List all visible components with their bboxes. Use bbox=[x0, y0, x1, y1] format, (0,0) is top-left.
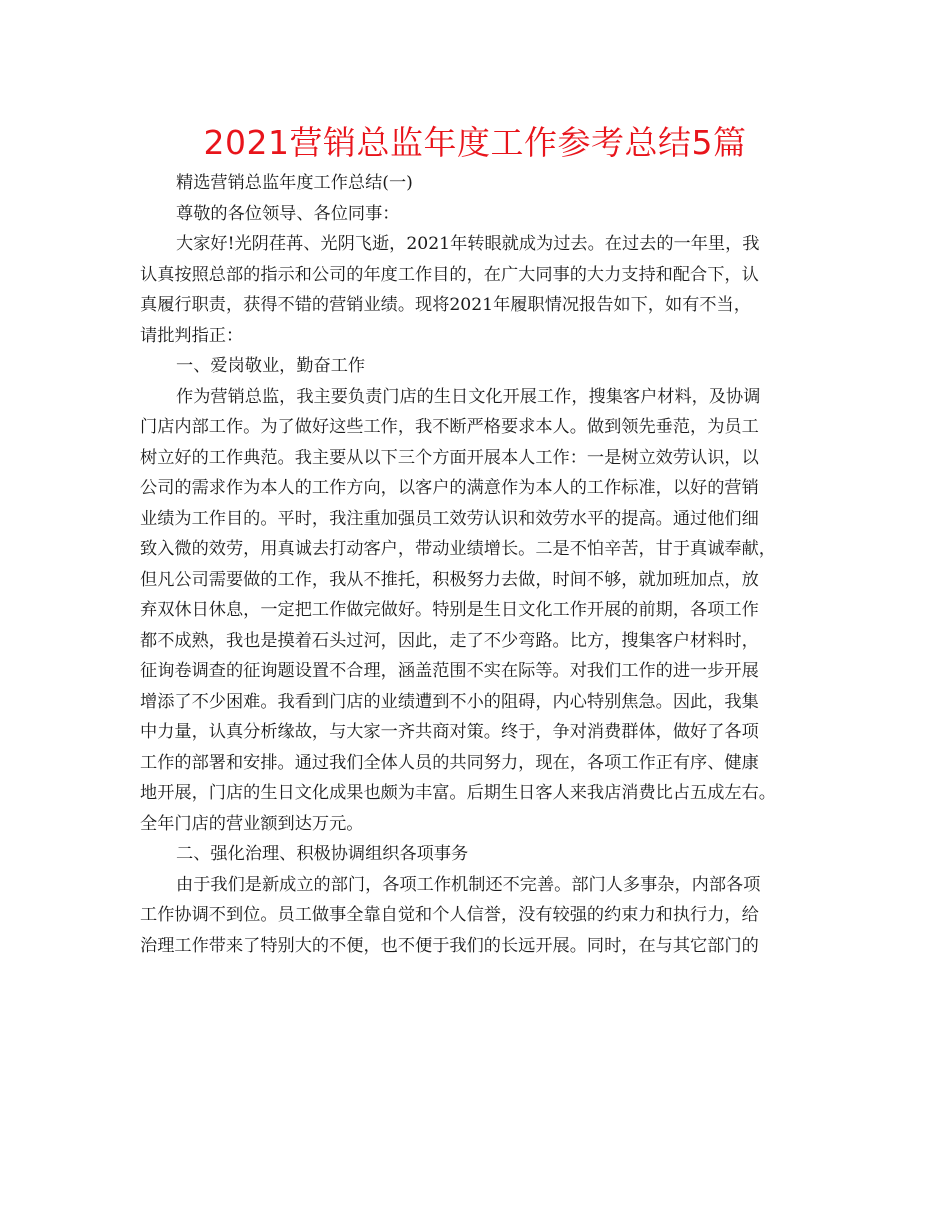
body-line: 治理工作带来了特别大的不便，也不便于我们的长远开展。同时，在与其它部门的 bbox=[140, 935, 759, 956]
body-line: 大家好!光阴荏苒、光阴飞逝，2021年转眼就成为过去。在过去的一年里，我 bbox=[176, 234, 760, 254]
body-line: 地开展，门店的生日文化成果也颇为丰富。后期生日客人来我店消费比占五成左右。 bbox=[140, 783, 776, 803]
body-line: 真履行职责，获得不错的营销业绩。现将2021年履职情况报告如下，如有不当， bbox=[140, 295, 751, 315]
body-line: 中力量，认真分析缘故，与大家一齐共商对策。终于，争对消费群体，做好了各项 bbox=[140, 722, 759, 742]
body-line: 公司的需求作为本人的工作方向，以客户的满意作为本人的工作标准，以好的营销 bbox=[140, 478, 759, 498]
body-line: 增添了不少困难。我看到门店的业绩遭到不小的阻碍，内心特别焦急。因此，我集 bbox=[140, 691, 759, 712]
body-line: 二、强化治理、积极协调组织各项事务 bbox=[176, 844, 469, 864]
document-title: 2021营销总监年度工作参考总结5篇 bbox=[203, 123, 747, 162]
body-line: 门店内部工作。为了做好这些工作，我不断严格要求本人。做到领先垂范，为员工 bbox=[140, 417, 759, 437]
body-line: 尊敬的各位领导、各位同事： bbox=[176, 203, 400, 224]
body-line: 工作的部署和安排。通过我们全体人员的共同努力，现在，各项工作正有序、健康 bbox=[140, 752, 759, 773]
body-line: 认真按照总部的指示和公司的年度工作目的，在广大同事的大力支持和配合下，认 bbox=[140, 264, 759, 285]
body-line: 由于我们是新成立的部门，各项工作机制还不完善。部门人多事杂，内部各项 bbox=[176, 874, 761, 895]
document-body bbox=[140, 168, 830, 961]
body-line: 一、爱岗敬业，勤奋工作 bbox=[176, 356, 366, 376]
body-line: 但凡公司需要做的工作，我从不推托，积极努力去做，时间不够，就加班加点，放 bbox=[140, 569, 759, 590]
body-line: 全年门店的营业额到达万元。 bbox=[140, 813, 364, 834]
body-line: 业绩为工作目的。平时，我注重加强员工效劳认识和效劳水平的提高。通过他们细 bbox=[140, 508, 759, 529]
body-line: 致入微的效劳，用真诚去打动客户，带动业绩增长。二是不怕辛苦，甘于真诚奉献， bbox=[140, 539, 776, 559]
body-line: 树立好的工作典范。我主要从以下三个方面开展本人工作：一是树立效劳认识，以 bbox=[140, 447, 759, 468]
body-line: 作为营销总监，我主要负责门店的生日文化开展工作，搜集客户材料，及协调 bbox=[176, 386, 761, 407]
body-line: 征询卷调查的征询题设置不合理，涵盖范围不实在际等。对我们工作的进一步开展 bbox=[140, 661, 759, 681]
body-line: 弃双休日休息，一定把工作做完做好。特别是生日文化工作开展的前期，各项工作 bbox=[140, 600, 759, 620]
body-line: 精选营销总监年度工作总结(一) bbox=[176, 173, 413, 193]
body-line: 请批判指正： bbox=[140, 325, 244, 346]
body-line: 都不成熟，我也是摸着石头过河，因此，走了不少弯路。比方，搜集客户材料时， bbox=[140, 630, 759, 651]
body-line: 工作协调不到位。员工做事全靠自觉和个人信誉，没有较强的约束力和执行力，给 bbox=[140, 905, 759, 925]
